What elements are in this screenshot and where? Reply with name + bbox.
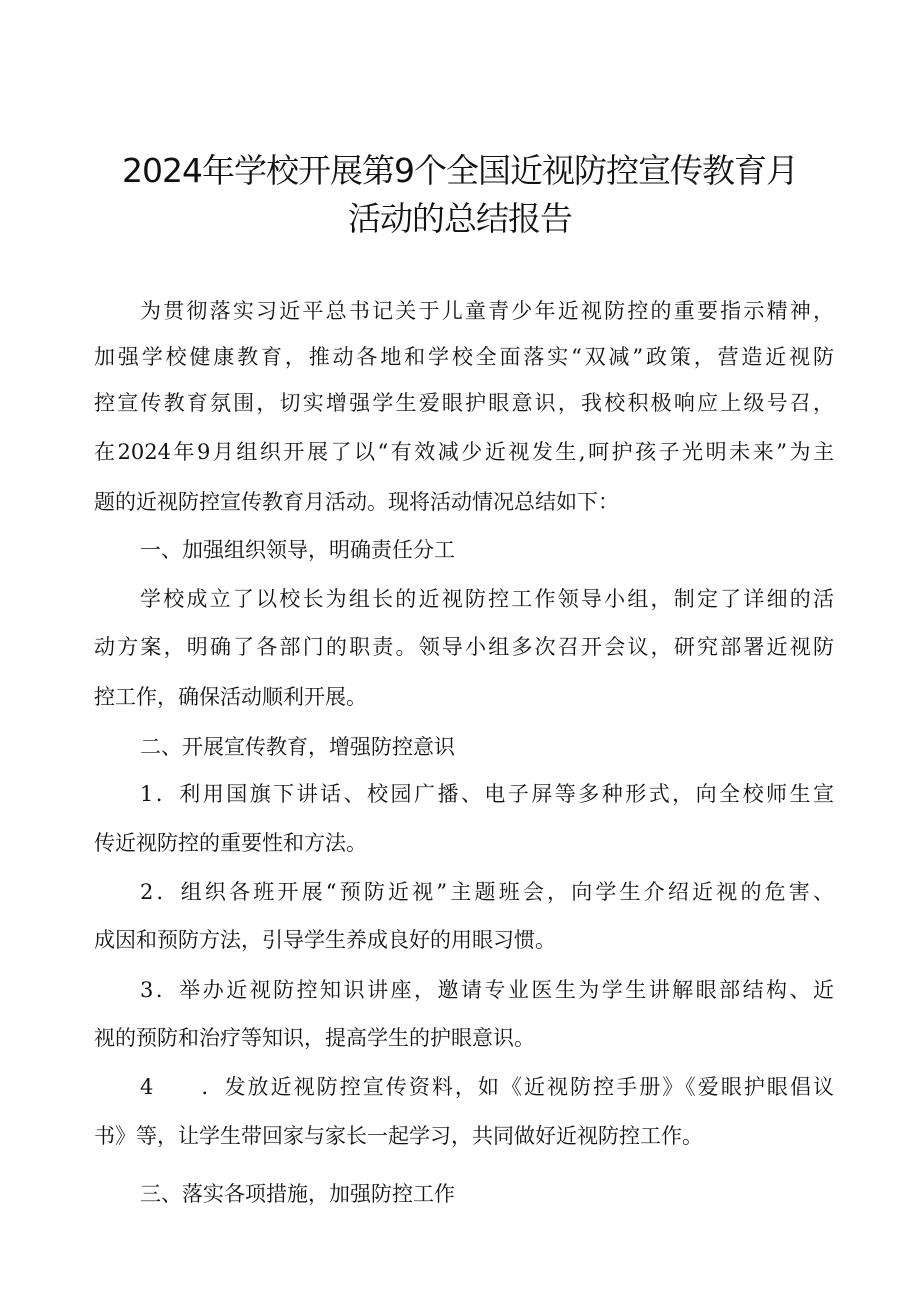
- intro-line-5: 题的近视防控宣传教育月活动。现将活动情况总结如下：: [94, 490, 619, 514]
- intro-line-2: 加强学校健康教育，推动各地和学校全面落实“双减”政策，营造近视防: [94, 345, 834, 369]
- section-2-item-3-line-1: 3．举办近视防控知识讲座，邀请专业医生为学生讲解眼部结构、近: [140, 978, 834, 1002]
- document-title-line-1: 2024年学校开展第9个全国近视防控宣传教育月: [122, 151, 798, 190]
- section-1-line-2: 动方案，明确了各部门的职责。领导小组多次召开会议，研究部署近视防: [94, 635, 834, 659]
- intro-line-1: 为贯彻落实习近平总书记关于儿童青少年近视防控的重要指示精神，: [140, 299, 834, 323]
- document-title-line-2: 活动的总结报告: [348, 199, 572, 238]
- section-2-item-1-line-1: 1．利用国旗下讲话、校园广播、电子屏等多种形式，向全校师生宣: [140, 782, 834, 806]
- intro-line-4: 在2024年9月组织开展了以“有效减少近视发生,呵护孩子光明未来”为主: [94, 440, 834, 464]
- section-2-item-2-line-2: 成因和预防方法，引导学生养成良好的用眼习惯。: [94, 928, 556, 952]
- section-1-heading: 一、加强组织领导，明确责任分工: [140, 538, 455, 562]
- section-2-item-4-line-2: 书》等，让学生带回家与家长一起学习，共同做好近视防控工作。: [94, 1124, 703, 1148]
- intro-line-3: 控宣传教育氛围，切实增强学生爱眼护眼意识，我校积极响应上级号召，: [94, 391, 834, 415]
- section-3-heading: 三、落实各项措施，加强防控工作: [140, 1182, 455, 1206]
- section-2-item-4-line-1: 4 ．发放近视防控宣传资料，如《近视防控手册》《爱眼护眼倡议: [140, 1075, 834, 1099]
- section-2-heading: 二、开展宣传教育，增强防控意识: [140, 735, 455, 759]
- section-1-line-3: 控工作，确保活动顺利开展。: [94, 685, 367, 709]
- section-2-item-3-line-2: 视的预防和治疗等知识，提高学生的护眼意识。: [94, 1026, 535, 1050]
- section-2-item-1-line-2: 传近视防控的重要性和方法。: [94, 831, 367, 855]
- section-1-line-1: 学校成立了以校长为组长的近视防控工作领导小组，制定了详细的活: [140, 587, 834, 611]
- section-2-item-2-line-1: 2．组织各班开展“预防近视”主题班会，向学生介绍近视的危害、: [140, 880, 834, 904]
